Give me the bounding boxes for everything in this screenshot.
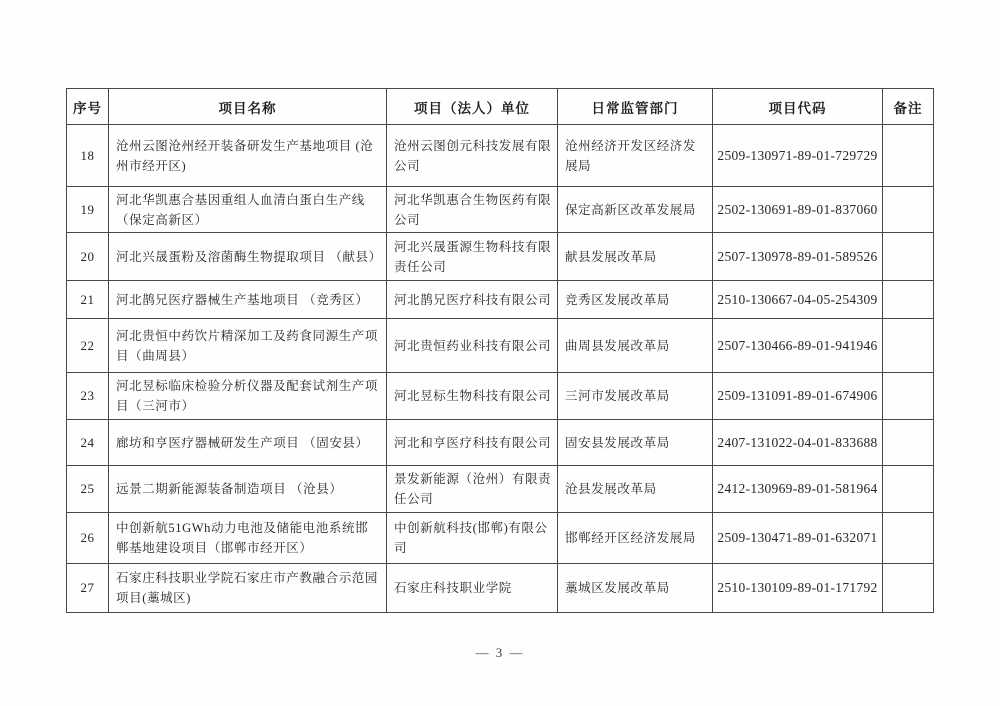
project-name: 河北鹊兄医疗器械生产基地项目 （竞秀区） bbox=[109, 281, 387, 319]
col-header-name: 项目名称 bbox=[109, 89, 387, 125]
legal-entity: 河北鹊兄医疗科技有限公司 bbox=[387, 281, 558, 319]
table-row bbox=[67, 319, 934, 373]
project-name: 河北贵恒中药饮片精深加工及药食同源生产项目（曲周县） bbox=[109, 319, 387, 373]
supervision-dept: 保定高新区改革发展局 bbox=[558, 187, 713, 233]
legal-entity: 河北昱标生物科技有限公司 bbox=[387, 373, 558, 420]
project-code: 2510-130667-04-05-254309 bbox=[713, 281, 883, 319]
remark bbox=[883, 466, 934, 513]
col-header-code: 项目代码 bbox=[713, 89, 883, 125]
project-code: 2510-130109-89-01-171792 bbox=[713, 564, 883, 613]
row-number: 27 bbox=[67, 564, 109, 613]
supervision-dept: 沧州经济开发区经济发展局 bbox=[558, 125, 713, 187]
row-number: 21 bbox=[67, 281, 109, 319]
supervision-dept: 藁城区发展改革局 bbox=[558, 564, 713, 613]
legal-entity: 河北华凯惠合生物医药有限公司 bbox=[387, 187, 558, 233]
remark bbox=[883, 233, 934, 281]
project-code: 2509-130971-89-01-729729 bbox=[713, 125, 883, 187]
row-number: 18 bbox=[67, 125, 109, 187]
supervision-dept: 曲周县发展改革局 bbox=[558, 319, 713, 373]
remark bbox=[883, 319, 934, 373]
project-code: 2412-130969-89-01-581964 bbox=[713, 466, 883, 513]
project-name: 廊坊和亨医疗器械研发生产项目 （固安县） bbox=[109, 420, 387, 466]
supervision-dept: 竞秀区发展改革局 bbox=[558, 281, 713, 319]
table-row bbox=[67, 187, 934, 233]
supervision-dept: 沧县发展改革局 bbox=[558, 466, 713, 513]
supervision-dept: 三河市发展改革局 bbox=[558, 373, 713, 420]
project-code: 2407-131022-04-01-833688 bbox=[713, 420, 883, 466]
supervision-dept: 献县发展改革局 bbox=[558, 233, 713, 281]
project-code: 2507-130466-89-01-941946 bbox=[713, 319, 883, 373]
remark bbox=[883, 125, 934, 187]
project-table-head bbox=[67, 89, 934, 125]
legal-entity: 河北贵恒药业科技有限公司 bbox=[387, 319, 558, 373]
project-code: 2509-131091-89-01-674906 bbox=[713, 373, 883, 420]
row-number: 19 bbox=[67, 187, 109, 233]
project-code: 2507-130978-89-01-589526 bbox=[713, 233, 883, 281]
supervision-dept: 固安县发展改革局 bbox=[558, 420, 713, 466]
project-table bbox=[66, 88, 934, 613]
row-number: 23 bbox=[67, 373, 109, 420]
supervision-dept: 邯郸经开区经济发展局 bbox=[558, 513, 713, 564]
project-name: 河北昱标临床检验分析仪器及配套试剂生产项目（三河市） bbox=[109, 373, 387, 420]
project-table-body bbox=[67, 125, 934, 613]
header-row bbox=[67, 89, 934, 125]
row-number: 20 bbox=[67, 233, 109, 281]
col-header-entity: 项目（法人）单位 bbox=[387, 89, 558, 125]
table-row bbox=[67, 373, 934, 420]
remark bbox=[883, 187, 934, 233]
remark bbox=[883, 373, 934, 420]
table-row bbox=[67, 466, 934, 513]
legal-entity: 景发新能源（沧州）有限责任公司 bbox=[387, 466, 558, 513]
table-row bbox=[67, 125, 934, 187]
col-header-no: 序号 bbox=[67, 89, 109, 125]
page-number: — 3 — bbox=[475, 645, 525, 660]
legal-entity: 河北和亨医疗科技有限公司 bbox=[387, 420, 558, 466]
row-number: 22 bbox=[67, 319, 109, 373]
row-number: 25 bbox=[67, 466, 109, 513]
project-name: 远景二期新能源装备制造项目 （沧县） bbox=[109, 466, 387, 513]
row-number: 24 bbox=[67, 420, 109, 466]
table-row bbox=[67, 564, 934, 613]
table-row bbox=[67, 233, 934, 281]
col-header-note: 备注 bbox=[883, 89, 934, 125]
project-code: 2509-130471-89-01-632071 bbox=[713, 513, 883, 564]
remark bbox=[883, 564, 934, 613]
table-row bbox=[67, 513, 934, 564]
project-name: 河北华凯惠合基因重组人血清白蛋白生产线（保定高新区） bbox=[109, 187, 387, 233]
table-row bbox=[67, 420, 934, 466]
project-name: 河北兴晟蛋粉及溶菌酶生物提取项目 （献县） bbox=[109, 233, 387, 281]
project-code: 2502-130691-89-01-837060 bbox=[713, 187, 883, 233]
project-name: 沧州云图沧州经开装备研发生产基地项目 (沧州市经开区) bbox=[109, 125, 387, 187]
remark bbox=[883, 420, 934, 466]
legal-entity: 石家庄科技职业学院 bbox=[387, 564, 558, 613]
project-name: 石家庄科技职业学院石家庄市产教融合示范园项目(藁城区) bbox=[109, 564, 387, 613]
project-name: 中创新航51GWh动力电池及储能电池系统邯郸基地建设项目（邯郸市经开区） bbox=[109, 513, 387, 564]
remark bbox=[883, 513, 934, 564]
legal-entity: 中创新航科技(邯郸)有限公司 bbox=[387, 513, 558, 564]
legal-entity: 沧州云图创元科技发展有限公司 bbox=[387, 125, 558, 187]
col-header-dept: 日常监管部门 bbox=[558, 89, 713, 125]
remark bbox=[883, 281, 934, 319]
table-row bbox=[67, 281, 934, 319]
legal-entity: 河北兴晟蛋源生物科技有限责任公司 bbox=[387, 233, 558, 281]
row-number: 26 bbox=[67, 513, 109, 564]
